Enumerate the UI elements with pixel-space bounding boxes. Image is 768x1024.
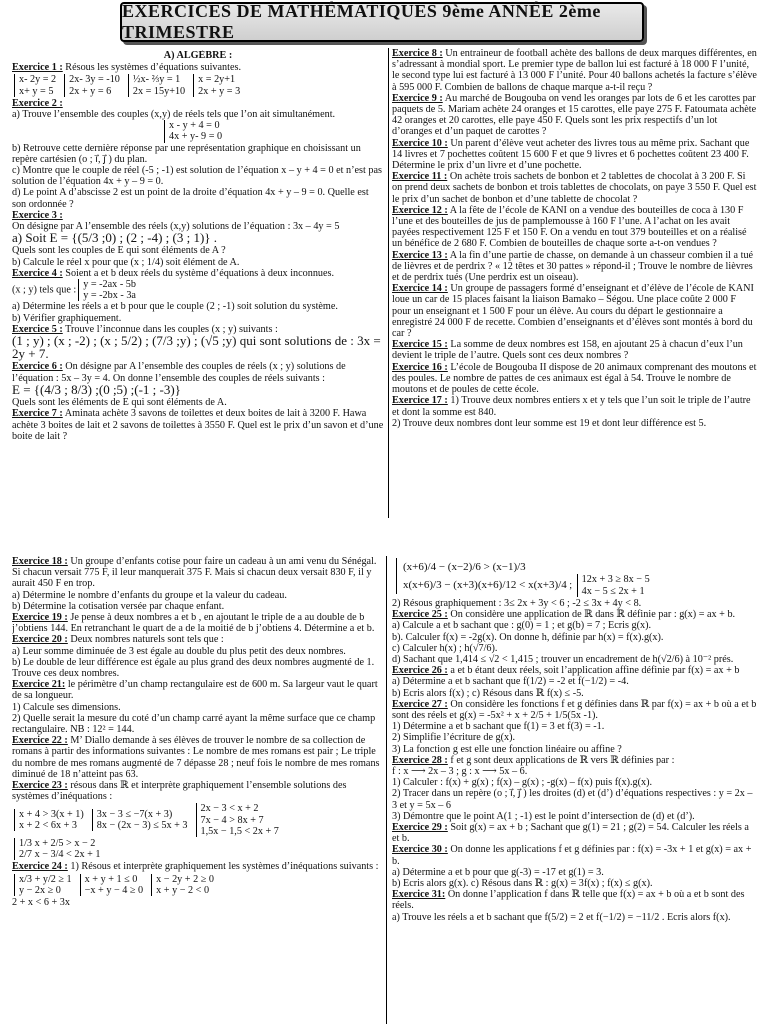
exercise-line	[392, 171, 757, 205]
exercise-label: Exercice 18 :	[12, 556, 68, 567]
equation-system	[151, 874, 214, 896]
exercise-line	[12, 187, 384, 209]
system-equation: x = 2y+1	[198, 74, 236, 86]
exercise-text: b). Calculer f(x) = -2g(x). On donne h, définie par h(x) = f(x).g(x).	[392, 631, 664, 643]
exercise-line	[392, 878, 758, 889]
equation-system	[577, 574, 650, 596]
exercise-label: Exercice 17 :	[392, 395, 448, 407]
exercise-text: (x ; y) tels que :	[12, 284, 77, 296]
equation-system	[14, 809, 84, 831]
exercise-line	[392, 744, 758, 755]
exercise-text: On désigne par A l’ensemble des réels (x,y) solutions de l’équation : 3x – 4y = 5	[12, 221, 340, 233]
exercise-line	[392, 138, 757, 172]
exercise-text: Aminata achète 3 savons de toilettes et deux boites de lait à 3200 F. Hawa achète 3 boites de lait et 2 savons de toilettes à 3550 F. Quel est le prix d’un savon et d’une boite de lait ?	[12, 408, 384, 442]
exercise-line	[392, 362, 757, 396]
equation-system	[193, 74, 240, 96]
exercise-line	[392, 844, 758, 866]
exercise-label: Exercice 24 :	[12, 861, 68, 873]
exercise-line	[12, 397, 384, 408]
exercise-text: On considère une application de ℝ dans ℝ définie par : g(x) = ax + b.	[447, 609, 736, 621]
exercise-text: a) Détermine a et b sachant que f(1/2) = -2 et f(−1/2) = -4.	[392, 676, 629, 688]
exercise-line	[12, 74, 384, 96]
exercise-line	[12, 268, 384, 279]
system-equation: x/3 + y/2 ≥ 1	[19, 873, 72, 885]
exercise-label: Exercice 16 :	[392, 361, 448, 373]
system-equation: 2x − 3 < x + 2	[200, 803, 259, 815]
exercise-line	[12, 803, 380, 837]
exercise-label: Exercice 28 :	[392, 754, 448, 766]
exercise-line	[392, 48, 757, 93]
exercise-text: A la fin d’une partie de chasse, on demande à un chasseur combien il a tué de lièvres et de perdrix ? « 12 têtes et 30 pattes » répond-il ; Trouve le nombre de lièvres et de perdrix tués (Une perdrix est un oiseau).	[392, 249, 754, 284]
equation-system	[128, 74, 185, 96]
exercise-line	[392, 665, 758, 676]
exercise-text: b) Ecris alors g(x). c) Résous dans ℝ : g(x) = 3f(x) ; f(x) ≤ g(x).	[392, 878, 653, 890]
system-equation: ½x- ⅔y = 1	[132, 74, 181, 86]
exercise-label: Exercice 29 :	[392, 822, 448, 834]
exercise-text: La somme de deux nombres est 158, en ajoutant 25 à chacun d’eux l’un devient le triple de l’autre. Quels sont ces deux nombres ?	[392, 339, 743, 362]
equation-system	[14, 874, 72, 896]
exercise-line	[12, 143, 384, 165]
exercise-line	[12, 210, 384, 221]
system-equation: x − 2y + 2 ≥ 0	[156, 873, 214, 885]
exercise-line	[392, 283, 757, 339]
page2-left-column	[12, 556, 380, 1022]
exercise-label: Exercice 15 :	[392, 339, 448, 351]
exercise-label: Exercice 21:	[12, 679, 66, 691]
exercise-text: Soient a et b deux réels du système d’équations à deux inconnues.	[62, 267, 335, 279]
exercise-text: Quels sont les couples de E qui sont éléments de A ?	[12, 245, 226, 257]
exercise-line	[392, 676, 758, 687]
worksheet-page-2	[0, 530, 768, 1024]
exercise-label: Exercice 4 :	[12, 267, 63, 279]
exercise-label: Exercice 9 :	[392, 92, 443, 104]
exercise-text: 2) Résous graphiquement : 3≤ 2x + 3y < 6 ; -2 ≤ 3x + 4y < 8.	[392, 598, 642, 609]
exercise-text: a) Leur somme diminuée de 3 est égale au double du plus petit des deux nombres.	[12, 645, 346, 657]
exercise-text: 1) Trouve deux nombres entiers x et y tels que l’un soit le triple de l’autre et dont la somme est 840.	[392, 395, 751, 418]
exercise-text: 2 + x < 6 + 3x	[12, 897, 70, 909]
exercise-text: b) Le double de leur différence est égale au plus grand des deux nombres augmenté de 1. Trouve ces deux nombres.	[12, 656, 375, 680]
separator: ;	[566, 580, 575, 591]
worksheet-title-banner	[120, 2, 644, 42]
system-equation: 1/3 x + 2/5 > x − 2	[19, 838, 96, 850]
exercise-line	[392, 205, 757, 250]
exercise-line	[392, 889, 758, 911]
exercise-line	[12, 634, 380, 645]
exercise-text: On achète trois sachets de bonbon et 2 tablettes de chocolat à 3 200 F. Si on prend deux sachets de bonbon et trois tablettes de chocolats, on paye 3 550 F. Quel est le prix d’un sachet de bonbon et d’une tablette de chocolat ?	[392, 171, 757, 205]
exercise-text: a) Trouve les réels a et b sachant que f(5/2) = 2 et f(−1/2) = −11/2 . Ecris alors f(x).	[392, 911, 731, 923]
exercise-line	[12, 381, 384, 397]
exercise-label: Exercice 6 :	[12, 361, 63, 373]
exercise-label: Exercice 5 :	[12, 323, 63, 335]
exercise-text: On donne l’application f dans ℝ telle que f(x) = ax + b où a et b sont des réels.	[392, 889, 745, 912]
exercise-line	[12, 679, 380, 701]
equation-system	[14, 838, 100, 860]
section-heading: A) ALGÈBRE :	[163, 50, 233, 61]
exercise-label: Exercice 23 :	[12, 780, 68, 792]
exercise-text: Au marché de Bougouba on vend les oranges par lots de 6 et les carottes par paquets de 5. Mariam achète 24 oranges et 15 carottes, elle paye 275 F. Fatoumata achète 42 oranges et 20 carottes, elle paye 450 F. Quels sont les prix respectifs d’un lot d’oranges et d’un paquet de carottes ?	[392, 92, 757, 138]
exercise-line	[12, 556, 380, 590]
exercise-label: Exercice 27 :	[392, 698, 448, 710]
exercise-text: b) Ecris alors f(x) ; c) Résous dans ℝ f(x) ≤ -5.	[392, 687, 584, 699]
exercise-line	[392, 755, 758, 766]
exercise-label: Exercice 11 :	[392, 171, 448, 183]
exercise-text: Un groupe de passagers formé d’enseignant et d’élève de l’école de KANI loue un car de 15 places faisant la liaison Bamako – Ségou. Une place coûte 2 000 F pour un enseignant et 1 500 F pour un élève. Au cours du départ le gestionnaire a enregistré 24 000 F de recette. Combien d’enseignants et d’élèves sont montés à bord du car ?	[392, 283, 754, 340]
math-expression: a) Soit E = {(5/3 ;0) ; (2 ; -4) ; (3 ; 1)} .	[12, 230, 218, 246]
exercise-text: On considère les fonctions f et g définies dans ℝ par f(x) = ax + b où a et b sont des réels et g(x) = -5x² + x + 2/5 + 1/5(5x -1).	[392, 698, 757, 722]
exercise-line	[12, 232, 384, 245]
exercise-line	[392, 699, 758, 721]
inequation-system	[396, 558, 567, 594]
system-equation: 7x − 4 > 8x + 7	[200, 814, 264, 826]
exercise-line	[12, 279, 384, 301]
exercise-line	[12, 713, 380, 735]
exercise-label: Exercice 13 :	[392, 249, 448, 261]
exercise-text: 3) Démontre que le point A(1 ; -1) est le point d’intersection de (d) et (d’).	[392, 810, 695, 822]
system-equation: x - y + 4 = 0	[169, 120, 220, 132]
exercise-line	[392, 811, 758, 822]
system-equation: 3x − 3 ≤ −7(x + 3)	[96, 809, 173, 821]
exercise-text: f et g sont deux applications de ℝ vers ℝ définies par :	[447, 754, 675, 766]
exercise-text: Soit g(x) = ax + b ; Sachant que g(1) = 21 ; g(2) = 54. Calculer les réels a et b.	[392, 822, 749, 845]
exercise-text: On désigne par A l’ensemble des couples de réels (x ; y) solutions de l’équation : 5x – 3y = 4. On donne l’ensemble des couples de réels suivants :	[12, 361, 346, 384]
exercise-line	[12, 838, 380, 860]
exercise-line	[392, 766, 758, 777]
system-equation: 2x + y = 6	[69, 85, 112, 97]
column-divider	[388, 48, 389, 518]
exercise-line	[12, 165, 384, 187]
exercise-line	[12, 313, 384, 324]
equation-system	[92, 809, 188, 831]
system-equation: 8x − (2x − 3) ≤ 5x + 3	[96, 820, 188, 832]
exercise-text: c) Calculer h(x) ; h(√7/6).	[392, 642, 498, 654]
exercise-line	[162, 120, 384, 142]
system-equation: 2x- 3y = -10	[69, 74, 120, 86]
exercise-line	[12, 590, 380, 601]
exercise-text: b) Calcule le réel x pour que (x ; 1/4) soit élément de A.	[12, 256, 240, 268]
exercise-line	[12, 657, 380, 679]
exercise-text: a) Trouve l’ensemble des couples (x,y) de réels tels que l’on ait simultanément.	[12, 109, 336, 121]
column-divider	[386, 556, 387, 1024]
exercise-label: Exercice 22 :	[12, 735, 68, 747]
exercise-text: a) Détermine a et b pour que g(-3) = -17 et g(1) = 3.	[392, 866, 604, 878]
system-equation: 1,5x − 1,5 < 2x + 7	[200, 825, 279, 837]
exercise-label: Exercice 3 :	[12, 209, 63, 221]
exercise-line	[12, 735, 380, 780]
exercise-text: Résous les systèmes d’équations suivantes.	[62, 62, 241, 74]
exercise-text: a) Détermine les réels a et b pour que le couple (2 ; -1) soit solution du système.	[12, 301, 338, 313]
exercise-line	[392, 654, 758, 665]
exercise-line	[392, 777, 758, 788]
exercise-text: 1) Calcule ses dimensions.	[12, 701, 121, 713]
exercise-text: a et b étant deux réels, soit l’application affine définie par f(x) = ax + b	[447, 665, 740, 677]
exercise-line	[392, 609, 758, 620]
exercise-text: b) Détermine la cotisation versée par chaque enfant.	[12, 600, 225, 612]
worksheet-title: EXERCICES DE MATHÉMATIQUES 9ème ANNÉE 2ème TRIMESTRE	[122, 1, 601, 42]
system-equation: 2x = 15y+10	[132, 85, 186, 97]
exercise-line	[12, 408, 384, 442]
exercise-label: Exercice 1 :	[12, 62, 63, 74]
exercise-label: Exercice 25 :	[392, 609, 448, 621]
exercise-label: Exercice 10 :	[392, 137, 448, 149]
exercise-line	[12, 612, 380, 634]
exercise-text: b) Vérifier graphiquement.	[12, 312, 122, 324]
page2-right-column	[392, 556, 758, 1022]
exercise-label: Exercice 30 :	[392, 844, 448, 856]
exercise-line	[392, 822, 758, 844]
exercise-text: le périmètre d’un champ rectangulaire est de 600 m. Sa largeur vaut le quart de sa longueur.	[12, 679, 378, 702]
exercise-line	[392, 732, 758, 743]
exercise-text: 2) Simplifie l’écriture de g(x).	[392, 732, 516, 744]
exercise-text: 2) Quelle serait la mesure du coté d’un champ carré ayant la même surface que ce champ rectangulaire. NB : 12² = 144.	[12, 712, 376, 736]
exercise-text: f : x ⟶ 2x – 3 ; g : x ⟶ 5x – 6.	[392, 766, 528, 778]
equation-system	[14, 74, 56, 96]
exercise-text: d) Le point A d’abscisse 2 est un point de la droite d’équation 4x + y – 9 = 0. Quelle est son ordonnée ?	[12, 187, 369, 210]
exercise-label: Exercice 31:	[392, 889, 446, 901]
exercise-text: a) Calcule a et b sachant que : g(0) = 1 ; et g(b) = 7 ; Ecris g(x).	[392, 620, 652, 632]
exercise-text: Deux nombres naturels sont tels que :	[67, 634, 224, 646]
system-equation: 12x + 3 ≥ 8x − 5	[581, 574, 650, 586]
system-equation: −x + y − 4 ≥ 0	[84, 884, 144, 896]
page1-right-column	[392, 48, 757, 518]
exercise-text: Quels sont les éléments de E qui sont éléments de A.	[12, 397, 227, 409]
exercise-label: Exercice 19 :	[12, 612, 68, 624]
system-inequation: (x+6)/4 − (x−2)/6 > (x−1)/3	[403, 561, 526, 573]
exercise-text: Trouve l’inconnue dans les couples (x ; y) suivants :	[62, 323, 278, 335]
exercise-line	[392, 556, 758, 598]
exercise-text: L’école de Bougouba II dispose de 20 animaux comprenant des moutons et des poules. Le nombre de pattes de ces animaux est égal à 54. Trouve le nombre de moutons et de poules de cette école.	[392, 361, 757, 396]
system-equation: 2x + y = 3	[198, 85, 241, 97]
exercise-line	[392, 912, 758, 923]
exercise-text: 3) La fonction g est elle une fonction linéaire ou affine ?	[392, 743, 622, 755]
equation-system	[80, 874, 143, 896]
exercise-line	[12, 301, 384, 312]
system-equation: x- 2y = 2	[19, 74, 57, 86]
system-equation: 4x + y- 9 = 0	[169, 131, 223, 143]
exercise-label: Exercice 26 :	[392, 665, 448, 677]
exercise-line	[392, 632, 758, 643]
exercise-line	[392, 395, 757, 417]
exercise-text: c) Montre que le couple de réel (-5 ; -1) est solution de l’équation x – y + 4 = 0 et n’est pas solution de l’équation 4x + y – 9 = 0.	[12, 165, 382, 188]
exercise-label: Exercice 12 :	[392, 204, 448, 216]
exercise-text: 1) Calculer : f(x) + g(x) ; f(x) – g(x) ; -g(x) – f(x) puis f(x).g(x).	[392, 777, 653, 789]
exercise-line	[392, 788, 758, 810]
page1-left-content	[12, 62, 384, 442]
exercise-line	[12, 245, 384, 256]
system-equation: x+ y = 5	[19, 85, 54, 97]
system-equation: x + 2 < 6x + 3	[19, 820, 77, 832]
exercise-line	[392, 339, 757, 361]
exercise-text: 2) Trouve deux nombres dont leur somme est 19 et dont leur différence est 5.	[392, 417, 707, 429]
exercise-label: Exercice 14 :	[392, 283, 448, 295]
exercise-line	[392, 250, 757, 284]
page1-left-column	[12, 50, 384, 518]
exercise-text: 1) Détermine a et b sachant que f(1) = 3 et f(3) = -1.	[392, 721, 605, 733]
system-equation: 4x − 5 ≤ 2x + 1	[581, 585, 645, 597]
exercise-text: résous dans ℝ et interprète graphiquement l’ensemble solutions des systèmes d’inéquations :	[12, 780, 347, 803]
exercise-line	[12, 335, 384, 361]
equation-system	[64, 74, 120, 96]
exercise-line	[12, 702, 380, 713]
exercise-label: Exercice 2 :	[12, 97, 63, 109]
exercise-text: Un groupe d’enfants cotise pour faire un cadeau à un ami venu du Sénégal. Si chacun versait 775 F, il leur manquerait 375 F. Mais si chacun deux versait 830 F, il y aurait 450 F en trop.	[12, 556, 377, 590]
exercise-text: a) Détermine le nombre d’enfants du groupe et la valeur du cadeau.	[12, 589, 287, 601]
system-equation: y − 2x ≥ 0	[19, 884, 61, 896]
exercise-line	[392, 643, 758, 654]
exercise-line	[392, 418, 757, 429]
exercise-text: 1) Résous et interprète graphiquement les systèmes d’inéquations suivants :	[67, 861, 379, 873]
exercise-text: d) Sachant que 1,414 ≤ √2 < 1,415 ; trouver un encadrement de h(√2/6) à 10⁻² prés.	[392, 654, 734, 666]
exercise-line	[12, 646, 380, 657]
exercise-line	[392, 598, 758, 609]
exercise-line	[12, 98, 384, 109]
exercise-text: M’ Diallo demande à ses élèves de trouver le nombre de sa collection de romans à partir des informations suivantes : Le nombre de mes romans est pair ; Le triple du nombre de mes romans augmenté de 7 dépasse 28 ; neuf fois le nombre de mes romans diminué de 18 n’atteint pas 63.	[12, 735, 380, 780]
exercise-line	[392, 620, 758, 631]
exercise-label: Exercice 20 :	[12, 634, 68, 646]
exercise-line	[12, 361, 384, 383]
exercise-line	[12, 861, 380, 872]
exercise-line	[392, 688, 758, 699]
math-expression: E = {(4/3 ; 8/3) ;(0 ;5) ;(-1 ; -3)}	[12, 381, 181, 397]
exercise-text: A la fête de l’école de KANI on a vendue des bouteilles de coca à 130 F l’une et des bouteilles de jus de pamplemousse à 160 F l’une. A l’achat on les avait payées respectivement 125 F et 150 F. On a vendu en tout 379 bouteilles et on a réalisé un bénéfice de 2 680 F. Combien de bouteilles de chaque sorte a-t-on vendues ?	[392, 204, 747, 250]
exercise-line	[12, 257, 384, 268]
exercise-line	[12, 897, 380, 908]
system-equation: y = -2ax - 5b	[83, 279, 136, 291]
exercise-line	[12, 874, 380, 896]
exercise-line	[12, 62, 384, 73]
system-equation: x + 4 > 3(x + 1)	[19, 809, 84, 821]
system-inequation: x(x+6)/3 − (x+3)(x+6)/12 < x(x+3)/4	[403, 579, 567, 591]
system-equation: 2/7 x − 3/4 < 2x + 1	[19, 849, 101, 861]
exercise-label: Exercice 7 :	[12, 408, 63, 420]
exercise-text: Je pense à deux nombres a et b , en ajoutant le triple de a au double de b j’obtiens 144. En retranchant le quart de a de la moitié de b j’obtiens 4. Détermine a et b.	[12, 612, 375, 635]
exercise-line	[12, 780, 380, 802]
exercise-line	[392, 93, 757, 138]
equation-system	[164, 120, 222, 142]
math-expression: (1 ; y) ; (x ; -2) ; (x ; 5/2) ; (7/3 ;y) ; (√5 ;y) qui sont solutions de : 3x = 2y + 7.	[12, 333, 381, 362]
exercise-text: Un parent d’élève veut acheter des livres tous au même prix. Sachant que 14 livres et 7 pochettes coûtent 15 600 F et que 9 livres et 6 pochettes coûtent 23 400 F. Détermine le prix d’un livre et d’une pochette.	[392, 137, 750, 172]
exercise-text: 2) Tracer dans un repère (o ; i⃗, j⃗ ) les droites (d) et (d’) d’équations respectives : y = 2x – 3 et y = 5x – 6	[392, 788, 753, 811]
equation-system	[78, 279, 136, 301]
system-equation: x + y − 2 < 0	[156, 884, 210, 896]
exercise-line	[392, 867, 758, 878]
exercise-line	[392, 721, 758, 732]
exercise-text: Un entraineur de football achète des ballons de deux marques différentes, en s’adressant à mondial sport. Le premier type de ballon lui est facturé à 18 000 F l’unité, le second type lui est facturé à 13 000 F l’unité. Pour 40 ballons achetés la facture s’élève à 595 000 F. Combien de ballons de chaque marque a-t-il reçu ?	[392, 48, 757, 93]
system-equation: y = -2bx - 3a	[83, 290, 136, 302]
exercise-text: On donne les applications f et g définies par : f(x) = -3x + 1 et g(x) = ax + b.	[392, 844, 752, 867]
exercise-line	[12, 109, 384, 120]
equation-system	[196, 803, 279, 837]
exercise-label: Exercice 8 :	[392, 48, 443, 59]
exercise-line	[12, 601, 380, 612]
system-equation: x + y + 1 ≤ 0	[84, 873, 138, 885]
exercise-text: b) Retrouve cette dernière réponse par une représentation graphique en choisissant un repère cartésien (o ; i⃗, j⃗ ) du plan.	[12, 142, 361, 165]
